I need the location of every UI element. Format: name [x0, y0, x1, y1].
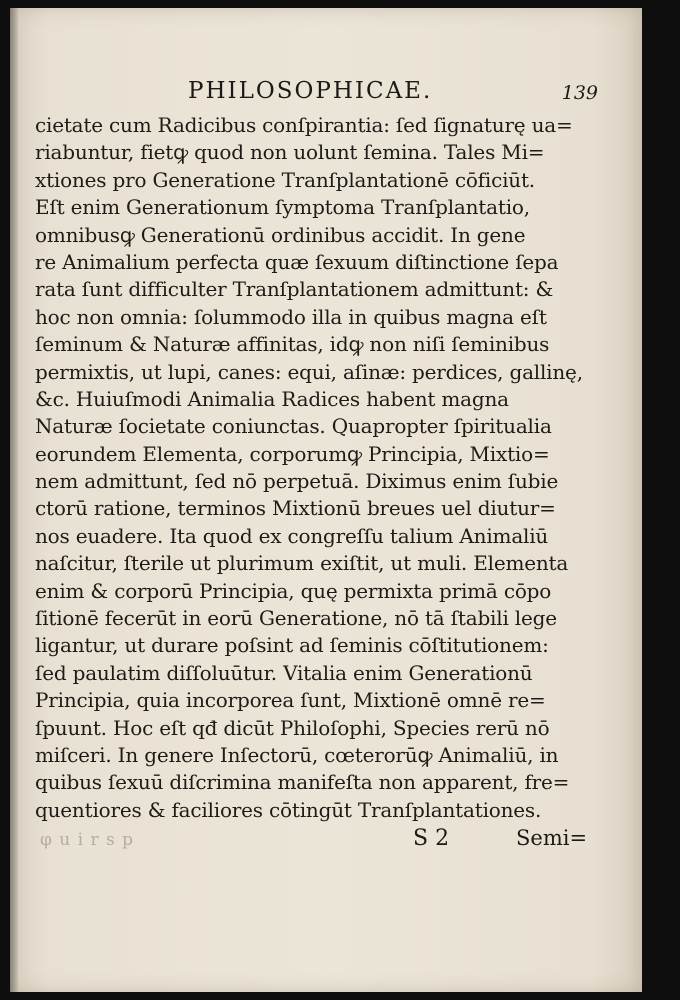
text-line: miſceri. In genere Inſectorū, cœterorūꝙ Animaliū, in [35, 742, 559, 767]
text-line: Eſt enim Generationum ſymptoma Tranſplantatio, [35, 195, 530, 220]
text-line: cietate cum Radicibus conſpirantia: ſed ſignaturę ua= [35, 113, 573, 137]
book-page [10, 8, 642, 992]
text-line: rata ſunt difficulter Tranſplantationem admittunt: & [35, 277, 554, 302]
text-line: enim & corporū Principia, quę permixta primā cōpo [35, 578, 552, 603]
text-block [35, 112, 605, 824]
catchword: Semi= [516, 826, 588, 850]
text-line: riabuntur, fietꝙ quod non uolunt ſemina. Tales Mi= [35, 140, 545, 165]
text-line: ligantur, ut durare poſsint ad ſeminis cōſtitutionem: [35, 633, 549, 658]
page-number: 139 [561, 82, 598, 104]
text-line: ſpuunt. Hoc eſt qđ dicūt Philoſophi, Species rerū nō [35, 715, 550, 740]
text-line: permixtis, ut lupi, canes: equi, aſinæ: perdices, gallinę, [35, 359, 583, 384]
text-line: Naturæ ſocietate coniunctas. Quapropter ſpiritualia [35, 414, 552, 439]
footer-line [10, 824, 642, 858]
text-line: ſeminum & Naturæ affinitas, idꝙ non niſi ſeminibus [35, 332, 550, 357]
text-line: eorundem Elementa, corporumꝙ Principia, Mixtio= [35, 441, 550, 466]
text-line: &c. Huiuſmodi Animalia Radices habent magna [35, 386, 509, 411]
text-line: Principia, quia incorporea ſunt, Mixtionē omnē re= [35, 688, 546, 713]
text-line: xtiones pro Generatione Tranſplantationē cōficiūt. [35, 167, 535, 192]
text-line: nem admittunt, ſed nō perpetuā. Diximus enim ſubie [35, 469, 559, 494]
signature-mark: S 2 [413, 826, 450, 851]
text-line: omnibusꝙ Generationū ordinibus accidit. In gene [35, 222, 526, 247]
running-head [10, 78, 642, 112]
text-line: quentiores & faciliores cōtingūt Tranſplantationes. [35, 797, 542, 822]
text-line: hoc non omnia: ſolummodo illa in quibus magna eſt [35, 304, 547, 329]
text-line: nos euadere. Ita quod ex congreſſu talium Animaliū [35, 523, 549, 548]
text-line: naſcitur, ſterile ut plurimum exiſtit, ut muli. Elementa [35, 551, 569, 576]
text-line: re Animalium perfecta quæ ſexuum diſtinctione ſepa [35, 249, 559, 274]
text-line: ſed paulatim diſſoluūtur. Vitalia enim Generationū [35, 660, 533, 685]
text-line: quibus ſexuū diſcrimina manifeſta non apparent, fre= [35, 770, 570, 795]
text-line: ſitionē fecerūt in eorū Generatione, nō tā ſtabili lege [35, 606, 557, 631]
text-line: ctorū ratione, terminos Mixtionū breues uel diutur= [35, 496, 556, 521]
running-title: PHILOSOPHICAE. [188, 78, 433, 104]
bleed-through-text: φ u i r s p [40, 830, 135, 850]
